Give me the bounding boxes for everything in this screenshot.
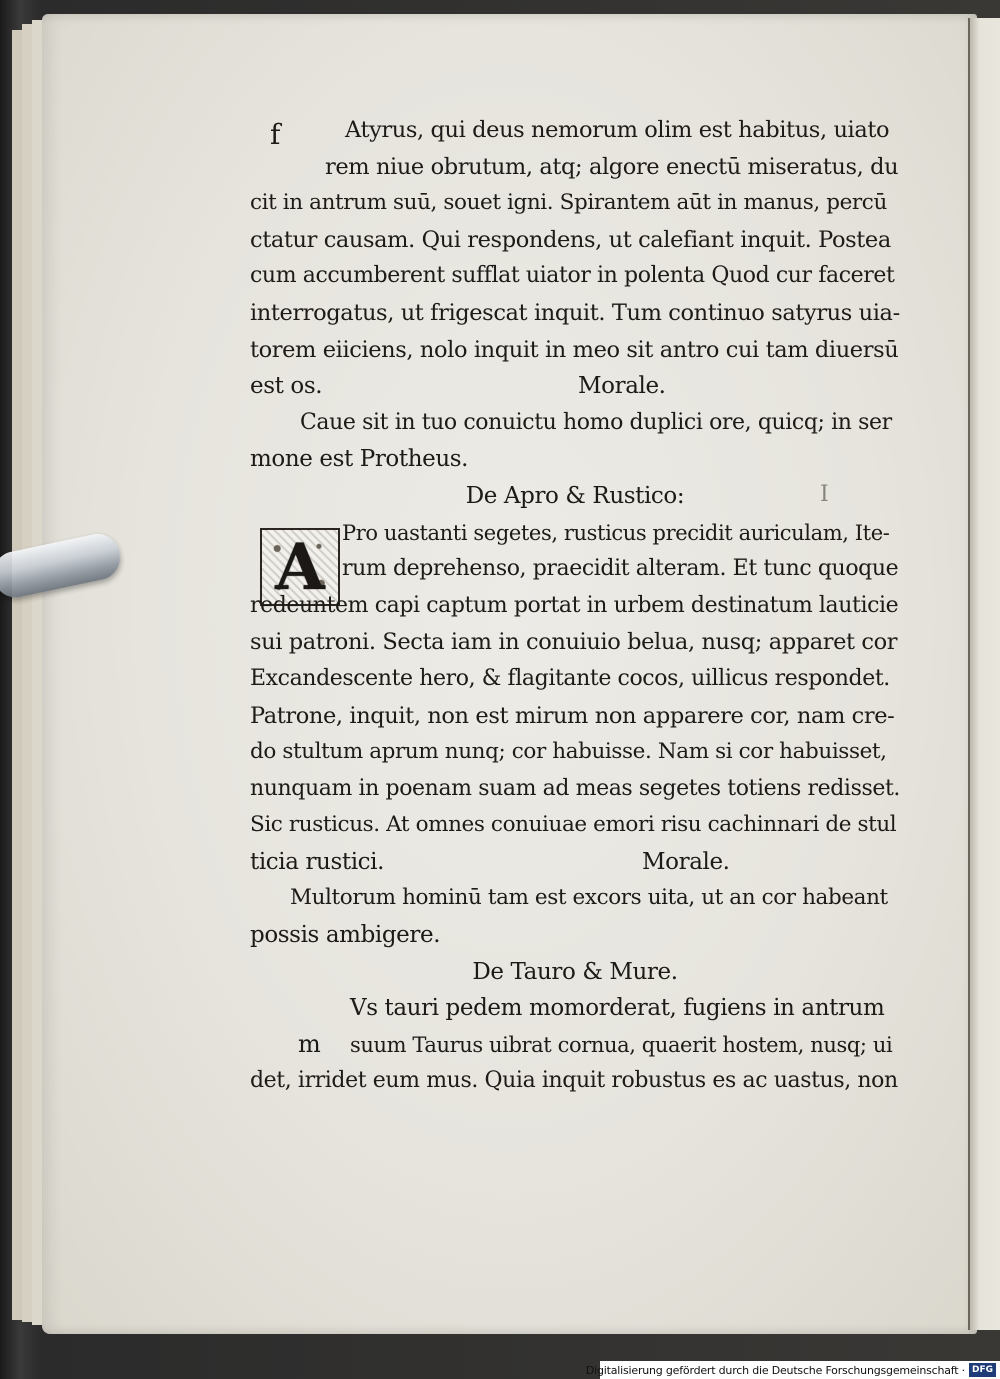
fable2-moral-line-2: possis ambigere. <box>250 922 441 949</box>
morale-label: Morale. <box>642 848 730 875</box>
fable3-line-1: Vs tauri pedem momorderat, fugiens in antrum <box>350 995 885 1022</box>
facing-page-edge <box>968 18 1000 1330</box>
fable2-line-9: Sic rusticus. At omnes conuiuae emori risu cachinnari de stul <box>250 812 897 838</box>
footer-credit-text: Digitalisierung gefördert durch die Deutsche Forschungsgemeinschaft · <box>585 1363 965 1377</box>
initial-letter: A <box>275 529 325 605</box>
fable2-line-4: sui patroni. Secta iam in conuiuio belua, nusq; apparet cor <box>250 629 898 656</box>
fable2-line-6: Patrone, inquit, non est mirum non apparere cor, nam cre- <box>250 702 895 729</box>
fable2-title: De Apro & Rustico: <box>465 482 685 509</box>
fable2-line-7: do stultum aprum nunq; cor habuisse. Nam si cor habuisset, <box>250 739 887 765</box>
fable2-line-2: rum deprehenso, praecidit alteram. Et tunc quoque <box>342 556 899 582</box>
fable1-last-text: est os. <box>250 373 323 400</box>
fable3-title: De Tauro & Mure. <box>472 958 678 985</box>
digitization-footer <box>585 1361 1000 1379</box>
fable2-line-1: Pro uastanti segetes, rusticus precidit auriculam, Ite- <box>342 520 890 545</box>
fable1-moral-line-2: mone est Protheus. <box>250 446 469 473</box>
fable1-line-7: torem eiiciens, nolo inquit in meo sit antro cui tam diuersū <box>250 336 899 363</box>
fable1-line-4: ctatur causam. Qui respondens, ut calefiant inquit. Postea <box>250 226 891 253</box>
fable1-line-8 <box>250 368 900 405</box>
fable2-line-10 <box>250 844 900 881</box>
side-mark: I <box>820 482 829 507</box>
fable3-line-2: suum Taurus uibrat cornua, quaerit hostem, nusq; ui <box>350 1032 893 1057</box>
fable1-moral-line-1: Caue sit in tuo conuictu homo duplici ore, quicq; in ser <box>300 409 892 435</box>
fable1-line-3: cit in antrum suū, souet igni. Spirantem aūt in manus, percū <box>250 190 887 216</box>
fable2-line-8: nunquam in poenam suam ad meas segetes totiens redisset. <box>250 775 900 801</box>
guide-letter-f: f <box>270 118 281 151</box>
fable2-last-text: ticia rustici. <box>250 848 385 875</box>
fable3-line-3: det, irridet eum mus. Quia inquit robustus es ac uastus, non <box>250 1068 898 1094</box>
guide-letter-m: m <box>298 1030 321 1058</box>
fable1-line-1: Atyrus, qui deus nemorum olim est habitus, uiato <box>345 117 890 143</box>
fable2-line-5: Excandescente hero, & flagitante cocos, uillicus respondet. <box>250 665 890 691</box>
fable2-line-3: redeuntem capi captum portat in urbem destinatum lauticie <box>250 592 899 618</box>
morale-label: Morale. <box>578 373 666 400</box>
text-block <box>250 112 900 1100</box>
fable1-line-6: interrogatus, ut frigescat inquit. Tum continuo satyrus uia- <box>250 299 900 326</box>
fable1-line-5: cum accumberent sufflat uiator in polenta Quod cur faceret <box>250 263 895 289</box>
fable1-line-2: rem niue obrutum, atq; algore enectū miseratus, du <box>325 153 899 180</box>
dfg-logo: DFG <box>969 1363 996 1377</box>
fable2-moral-line-1: Multorum hominū tam est excors uita, ut an cor habeant <box>290 885 888 911</box>
